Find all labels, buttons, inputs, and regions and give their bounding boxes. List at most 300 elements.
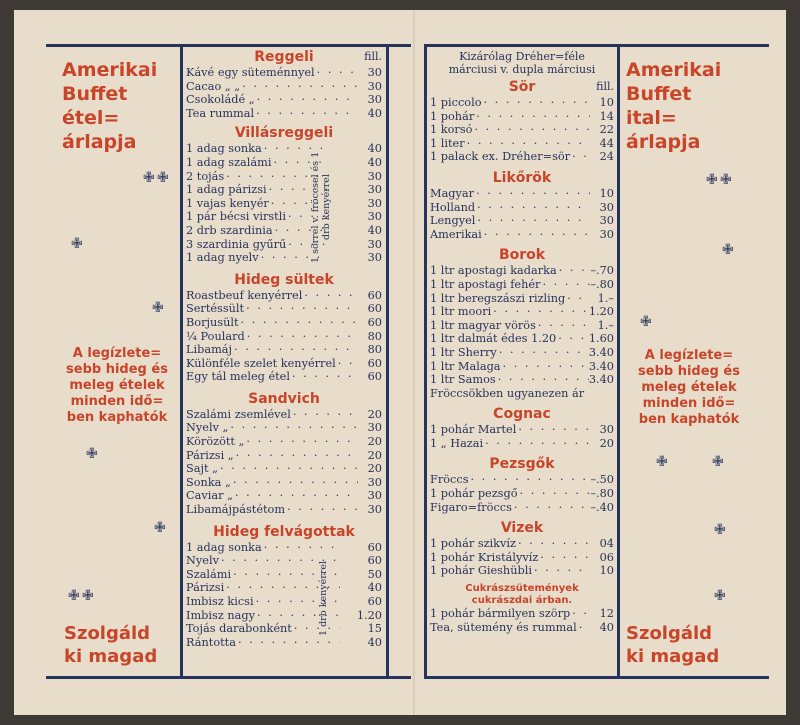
left-tagline: [56, 346, 178, 426]
menu-item-name: 2 drb szardinia: [186, 223, 273, 237]
leader-dots: [244, 435, 358, 449]
drink-intro-2: márciusi v. dupla márciusi: [448, 63, 596, 76]
menu-item-row: [186, 636, 382, 650]
brace-gap: [340, 622, 358, 636]
menu-item-row: [186, 489, 382, 503]
left-title-2: Buffet: [62, 83, 128, 105]
menu-item-price: 10: [599, 96, 614, 109]
menu-item-row: [186, 210, 382, 224]
menu-item-name: 1 korsó: [430, 123, 473, 137]
menu-item-name: Fröccs: [430, 473, 469, 487]
right-tagline-1: A legízlete=: [644, 348, 734, 363]
menu-item-name: Cacao „ „: [186, 79, 241, 93]
menu-item-name: 1 pohár szikvíz: [430, 537, 516, 551]
menu-item-price: 30: [367, 169, 382, 183]
menu-item-name: Tojás darabonként: [186, 622, 292, 636]
menu-item-name: Kávé egy süteménnyel: [186, 66, 315, 79]
left-tagline-2: sebb hideg és: [66, 362, 168, 377]
menu-item-row: [186, 197, 382, 211]
right-tagline-4: minden idő=: [642, 396, 736, 411]
menu-item-price: 06: [599, 550, 614, 564]
menu-item-price: 30: [599, 227, 614, 241]
menu-item-row: [430, 187, 614, 201]
cross-ornament-icon: ✙: [157, 170, 169, 186]
menu-item-row: [430, 96, 614, 110]
leader-dots: [239, 316, 358, 330]
left-footer-1: Szolgáld: [64, 623, 151, 644]
menu-item-row: [430, 551, 614, 565]
leader-dots: [538, 551, 590, 565]
menu-item-price: 1.20: [356, 608, 382, 622]
reggeli-heading: Reggeli: [254, 49, 314, 65]
hideg-sultek-section: [186, 271, 382, 384]
sor-list: [430, 96, 614, 164]
brace-gap: [340, 568, 358, 582]
menu-item-price: 30: [367, 210, 382, 224]
right-title-4: árlapja: [626, 131, 701, 153]
menu-item-row: [430, 319, 614, 333]
menu-item-row: [430, 360, 614, 374]
left-title-4: árlapja: [62, 131, 137, 153]
menu-item-name: 1 ltr Sherry: [430, 345, 497, 359]
cross-ornament-icon: ✙: [714, 588, 726, 604]
menu-item-name: Csokoládé „: [186, 93, 255, 107]
menu-item-name: Tea rummal: [186, 106, 255, 120]
leader-dots: [540, 278, 590, 292]
cross-ornament-icon: ✙: [712, 454, 724, 470]
borok-footer: [430, 387, 614, 401]
leader-dots: [536, 319, 590, 333]
leader-dots: [496, 373, 589, 387]
right-left-edge: [424, 44, 427, 679]
menu-item-name: 1 palack ex. Dréher=sör: [430, 150, 571, 164]
menu-item-price: 1.–: [597, 318, 614, 332]
cognac-heading: Cognac: [493, 406, 551, 423]
brace-gap: [339, 609, 357, 623]
menu-item-row: [186, 142, 382, 156]
leader-dots: [516, 423, 590, 437]
cross-ornament-icon: ✙: [656, 454, 668, 470]
leader-dots: [516, 537, 590, 551]
menu-item-row: [186, 595, 382, 609]
menu-item-name: 1 ltr Samos: [430, 373, 496, 387]
menu-item-row: [430, 264, 614, 278]
pezsgok-list: [430, 473, 614, 514]
left-divider: [180, 44, 183, 679]
menu-item-name: Párizsi: [186, 581, 225, 595]
leader-dots: [570, 150, 590, 164]
leader-dots: [218, 462, 358, 476]
menu-item-row: [186, 93, 382, 107]
menu-item-row: [430, 214, 614, 228]
menu-item-name: 1 ltr apostagi kadarka: [430, 264, 557, 278]
right-title-2: Buffet: [626, 83, 692, 105]
hideg-felvagottak-note: 1 drb kenyérrel: [318, 560, 329, 636]
sandvich-heading: Sandvich: [248, 390, 320, 407]
right-side-panel: [626, 58, 756, 154]
cross-ornament-icon: ✙: [71, 236, 83, 252]
cukrasz-list: [430, 607, 614, 634]
borok-section: [430, 246, 614, 400]
menu-item-row: [186, 156, 382, 170]
leader-dots: [290, 370, 358, 384]
borok-heading: Borok: [498, 247, 546, 264]
menu-item-row: [430, 621, 614, 635]
likorok-heading: Likőrök: [492, 169, 552, 186]
right-frame-top: [424, 44, 769, 47]
villasreggeli-section: [186, 124, 382, 264]
menu-item-price: 40: [367, 155, 382, 169]
right-frame-bottom: [424, 676, 769, 679]
menu-item-price: 30: [599, 423, 614, 437]
center-fold: [413, 10, 415, 715]
cukrasz-section: [430, 583, 614, 634]
menu-item-price: 30: [367, 475, 382, 489]
menu-item-price: 20: [367, 407, 382, 421]
menu-item-name: Imbisz kicsi: [186, 595, 254, 608]
menu-item-price: 30: [367, 421, 382, 435]
menu-item-price: 04: [599, 537, 614, 551]
sor-heading: Sör: [508, 79, 536, 95]
menu-item-row: [186, 462, 382, 476]
menu-item-name: 1 adag nyelv: [186, 251, 259, 265]
cross-ornament-icon: ✙: [82, 588, 94, 604]
leader-dots: [315, 66, 358, 80]
likorok-section: [430, 169, 614, 241]
right-divider: [617, 44, 620, 679]
reggeli-list: [186, 66, 382, 120]
left-right-edge: [386, 44, 389, 679]
leader-dots: [518, 487, 590, 501]
menu-item-row: [430, 346, 614, 360]
left-footer: [64, 622, 157, 668]
menu-item-name: 1 pohár bármilyen szörp: [430, 607, 571, 621]
cross-ornament-icon: ✙: [154, 520, 166, 536]
menu-item-name: 1 pár bécsi virstli: [186, 210, 286, 224]
menu-item-row: [430, 137, 614, 151]
menu-item-row: [430, 423, 614, 437]
menu-item-price: 50: [367, 567, 382, 581]
brace-gap: [340, 541, 358, 555]
left-title-3: étel=: [62, 107, 120, 129]
menu-item-row: [186, 408, 382, 422]
menu-item-price: 20: [599, 436, 614, 450]
right-footer-1: Szolgáld: [626, 623, 713, 644]
cognac-list: [430, 423, 614, 450]
menu-item-name: Párizsi „: [186, 448, 234, 462]
leader-dots: [472, 123, 590, 137]
menu-item-name: 3 szardinia gyűrű: [186, 237, 287, 251]
menu-item-price: 40: [367, 106, 382, 120]
hideg-felvagottak-section: [186, 523, 382, 650]
menu-item-name: 1 adag sonka: [186, 142, 262, 156]
brace-gap: [340, 554, 358, 568]
menu-item-price: 3.40: [588, 345, 614, 359]
menu-item-price: 10: [599, 564, 614, 578]
menu-item-price: 80: [367, 343, 382, 357]
menu-item-price: 30: [367, 66, 382, 79]
menu-item-price: 3.40: [588, 373, 614, 387]
menu-item-name: Különféle szelet kenyérrel: [186, 356, 336, 370]
menu-item-row: [186, 554, 382, 568]
menu-item-name: Amerikai: [430, 227, 482, 241]
leader-dots: [231, 476, 358, 490]
left-footer-2: ki magad: [64, 646, 158, 667]
leader-dots: [292, 622, 340, 636]
cognac-section: [430, 405, 614, 450]
menu-item-name: Sertéssült: [186, 302, 245, 316]
menu-item-price: 30: [367, 93, 382, 107]
brace-gap: [340, 636, 358, 650]
left-outer-frame-top: [46, 44, 411, 47]
vizek-list: [430, 537, 614, 578]
menu-item-row: [186, 541, 382, 555]
menu-item-name: Szalámi zsemlével: [186, 407, 291, 421]
menu-item-name: Libamájpástétom: [186, 503, 286, 517]
leader-dots: [244, 302, 358, 316]
menu-item-price: –.50: [590, 473, 614, 487]
menu-item-price: 60: [367, 554, 382, 568]
villasreggeli-note: 1 sörrel v. fröccsel és 1 drb kenyérrel: [310, 151, 332, 263]
leader-dots: [336, 357, 358, 371]
menu-item-price: 30: [367, 489, 382, 503]
cross-ornament-icon: ✙: [68, 588, 80, 604]
menu-item-name: 1 vajas kenyér: [186, 196, 269, 210]
vizek-section: [430, 519, 614, 578]
menu-item-price: 60: [367, 302, 382, 316]
menu-item-price: 1.–: [597, 291, 614, 305]
menu-item-row: [430, 473, 614, 487]
menu-item-name: Körözött „: [186, 435, 245, 449]
leader-dots: [482, 96, 591, 110]
leader-dots: [245, 330, 358, 344]
leader-dots: [475, 214, 590, 228]
menu-item-price: 40: [367, 223, 382, 237]
menu-item-row: [186, 622, 382, 636]
leader-dots: [302, 289, 358, 303]
menu-item-row: [186, 476, 382, 490]
leader-dots: [565, 292, 590, 306]
cross-ornament-icon: ✙: [86, 446, 98, 462]
menu-item-price: –.80: [590, 277, 614, 291]
menu-item-name: 1 ltr apostagi fehér: [430, 277, 541, 291]
borok-list: [430, 264, 614, 386]
sandvich-section: [186, 390, 382, 517]
menu-item-name: 1 ltr beregszászi rizling: [430, 291, 566, 305]
menu-item-name: Nyelv „: [186, 421, 229, 435]
menu-item-row: [430, 292, 614, 306]
menu-item-row: [186, 80, 382, 94]
cross-ornament-icon: ✙: [640, 314, 652, 330]
menu-item-row: [186, 316, 382, 330]
menu-item-price: 22: [599, 123, 614, 137]
menu-item-price: 44: [599, 136, 614, 150]
menu-item-row: [430, 278, 614, 292]
menu-item-name: 1 liter: [430, 136, 465, 150]
hideg-felvagottak-list: [186, 541, 382, 650]
hideg-sultek-heading: Hideg sültek: [234, 271, 334, 288]
menu-item-price: 20: [367, 435, 382, 449]
menu-item-name: 1 piccolo: [430, 96, 482, 109]
menu-item-name: Roastbeuf kenyérrel: [186, 288, 303, 302]
menu-item-name: 1 adag párizsi: [186, 183, 267, 197]
right-title-1: Amerikai: [626, 59, 722, 81]
leader-dots: [234, 449, 358, 463]
menu-item-price: 10: [599, 186, 614, 200]
menu-item-price: 60: [367, 356, 382, 370]
leader-dots: [577, 621, 590, 635]
cross-ornament-icon: ✙: [720, 172, 732, 188]
menu-item-name: Borjusült: [186, 315, 239, 329]
left-tagline-5: ben kaphatók: [66, 410, 168, 425]
brace-gap: [340, 581, 358, 595]
left-tagline-1: A legízlete=: [72, 346, 162, 361]
menu-item-row: [430, 110, 614, 124]
reggeli-section: [186, 48, 382, 120]
cukrasz-heading-1: Cukrászsütemények: [465, 583, 579, 595]
menu-item-price: 60: [367, 315, 382, 329]
sor-unit: fill.: [596, 80, 614, 93]
left-tagline-4: minden idő=: [70, 394, 164, 409]
menu-item-row: [430, 201, 614, 215]
menu-item-row: [186, 238, 382, 252]
menu-item-price: 40: [367, 635, 382, 649]
left-side-panel: [62, 58, 172, 154]
reggeli-unit: fill.: [364, 50, 382, 63]
right-footer: [626, 622, 719, 668]
menu-item-name: 1 pohár Kristályvíz: [430, 550, 539, 564]
menu-item-price: 40: [367, 581, 382, 595]
cross-ornament-icon: ✙: [143, 170, 155, 186]
leader-dots: [497, 346, 589, 360]
pezsgok-section: [430, 455, 614, 514]
menu-item-price: 30: [367, 503, 382, 517]
menu-item-row: [430, 501, 614, 515]
menu-item-name: Szalámi: [186, 567, 232, 581]
menu-item-name: 1 pohár pezsgő: [430, 487, 518, 501]
menu-item-price: 1.20: [588, 305, 614, 319]
leader-dots: [501, 360, 589, 374]
menu-item-price: 20: [367, 462, 382, 476]
menu-item-price: 3.40: [588, 359, 614, 373]
menu-item-name: Sonka „: [186, 475, 231, 489]
menu-item-name: Lengyel: [430, 214, 476, 228]
brace-gap: [340, 595, 358, 609]
menu-item-row: [186, 302, 382, 316]
right-tagline: [624, 348, 754, 428]
menu-item-row: [186, 435, 382, 449]
menu-item-name: Magyar: [430, 186, 475, 200]
menu-item-price: 60: [367, 370, 382, 384]
leader-dots: [474, 187, 590, 201]
villasreggeli-list: [186, 142, 382, 264]
menu-item-price: 30: [367, 183, 382, 197]
sor-section: [430, 78, 614, 164]
menu-item-row: [430, 437, 614, 451]
menu-item-name: Tea, sütemény és rummal: [430, 620, 577, 634]
menu-item-row: [430, 150, 614, 164]
menu-item-row: [186, 170, 382, 184]
villasreggeli-heading: Villásreggeli: [234, 125, 334, 142]
leader-dots: [557, 264, 590, 278]
leader-dots: [285, 503, 358, 517]
menu-item-row: [430, 305, 614, 319]
menu-item-price: 1.60: [588, 332, 614, 346]
menu-item-row: [186, 107, 382, 121]
menu-item-row: [186, 251, 382, 265]
right-title-3: ital=: [626, 107, 677, 129]
menu-item-price: 12: [599, 607, 614, 621]
cross-ornament-icon: ✙: [714, 522, 726, 538]
menu-item-name: Libamáj: [186, 343, 233, 357]
left-title-1: Amerikai: [62, 59, 158, 81]
menu-item-name: Egy tál meleg étel: [186, 370, 290, 384]
sandvich-list: [186, 408, 382, 517]
menu-item-name: 1 ltr magyar vörös: [430, 318, 536, 332]
menu-item-row: [430, 123, 614, 137]
right-footer-2: ki magad: [626, 646, 720, 667]
menu-item-price: 14: [599, 109, 614, 123]
menu-item-row: [186, 224, 382, 238]
menu-item-row: [186, 357, 382, 371]
menu-item-price: 24: [599, 150, 614, 164]
leader-dots: [475, 201, 590, 215]
menu-item-row: [186, 343, 382, 357]
menu-item-row: [430, 332, 614, 346]
menu-item-price: –.70: [590, 264, 614, 278]
menu-item-row: [430, 487, 614, 501]
menu-item-name: 1 „ Hazai: [430, 436, 484, 450]
cross-ornament-icon: ✙: [706, 172, 718, 188]
menu-paper: [14, 10, 786, 715]
menu-item-row: [186, 568, 382, 582]
menu-item-row: [430, 607, 614, 621]
menu-item-name: 1 ltr moori: [430, 305, 492, 319]
leader-dots: [482, 228, 590, 242]
menu-item-price: 80: [367, 329, 382, 343]
cross-ornament-icon: ✙: [152, 300, 164, 316]
menu-item-price: 60: [367, 595, 382, 608]
menu-item-price: 30: [367, 251, 382, 265]
menu-item-name: Holland: [430, 200, 476, 214]
menu-item-name: Rántotta: [186, 635, 236, 649]
menu-item-name: Caviar „: [186, 489, 233, 503]
drink-column: [430, 50, 614, 634]
leader-dots: [570, 607, 590, 621]
menu-item-name: 1 adag sonka: [186, 540, 262, 554]
menu-item-price: 30: [367, 237, 382, 251]
menu-item-name: 1 ltr dalmát édes 1.20: [430, 332, 557, 346]
menu-item-row: [186, 503, 382, 517]
leader-dots: [255, 93, 358, 107]
menu-item-name: 1 pohár Martel: [430, 423, 517, 437]
menu-item-name: Nyelv: [186, 554, 219, 568]
leader-dots: [469, 473, 591, 487]
menu-item-price: 30: [599, 200, 614, 214]
leader-dots: [512, 501, 590, 515]
menu-item-row: [430, 537, 614, 551]
menu-item-name: Figaro=fröccs: [430, 500, 512, 514]
menu-item-row: [430, 373, 614, 387]
cukrasz-heading-2: cukrászdai árban.: [471, 595, 573, 607]
cross-ornament-icon: ✙: [722, 242, 734, 258]
leader-dots: [228, 421, 358, 435]
menu-item-row: [186, 183, 382, 197]
menu-item-price: 60: [367, 288, 382, 302]
menu-item-row: [430, 564, 614, 578]
menu-item-price: –.80: [590, 487, 614, 501]
right-tagline-3: meleg ételek: [641, 380, 737, 395]
